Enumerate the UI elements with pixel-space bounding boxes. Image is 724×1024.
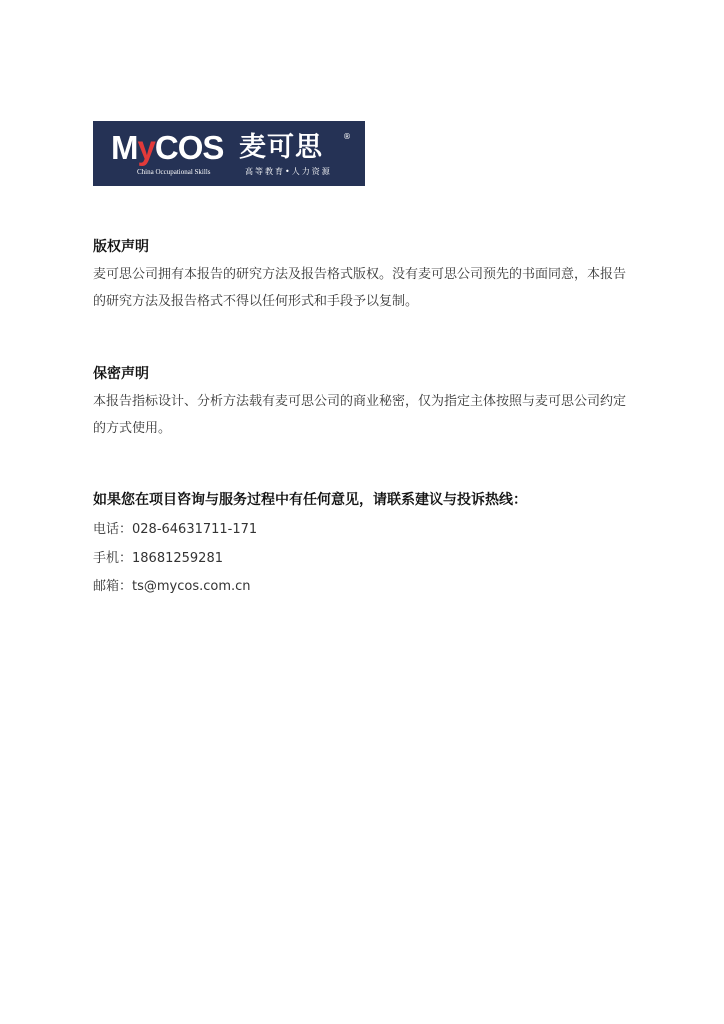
contact-phone: 电话：028-64631711-171 — [93, 522, 258, 537]
mycos-logo — [93, 121, 365, 186]
registered-mark: ® — [343, 132, 351, 141]
confidentiality-heading: 保密声明 — [93, 366, 149, 382]
logo-tagline-chinese: 高等教育•人力资源 — [245, 167, 332, 176]
copyright-section — [93, 237, 633, 315]
confidentiality-section — [93, 364, 633, 442]
contact-email: 邮箱：ts@mycos.com.cn — [93, 579, 251, 594]
copyright-heading: 版权声明 — [93, 239, 149, 255]
logo-wordmark: MyCOS — [111, 129, 224, 166]
contact-mobile: 手机：18681259281 — [93, 551, 223, 566]
logo-chinese-name: 麦可思 — [239, 132, 323, 163]
contact-heading-block — [93, 490, 633, 510]
confidentiality-text: 本报告指标设计、分析方法载有麦可思公司的商业秘密，仅为指定主体按照与麦可思公司约定的方式使用。 — [93, 394, 627, 436]
contact-heading: 如果您在项目咨询与服务过程中有任何意见，请联系建议与投诉热线： — [93, 492, 527, 508]
logo-tagline-english: China Occupational Skills — [137, 168, 211, 176]
copyright-text: 麦可思公司拥有本报告的研究方法及报告格式版权。没有麦可思公司预先的书面同意，本报告的研究方法及报告格式不得以任何形式和手段予以复制。 — [93, 267, 627, 309]
